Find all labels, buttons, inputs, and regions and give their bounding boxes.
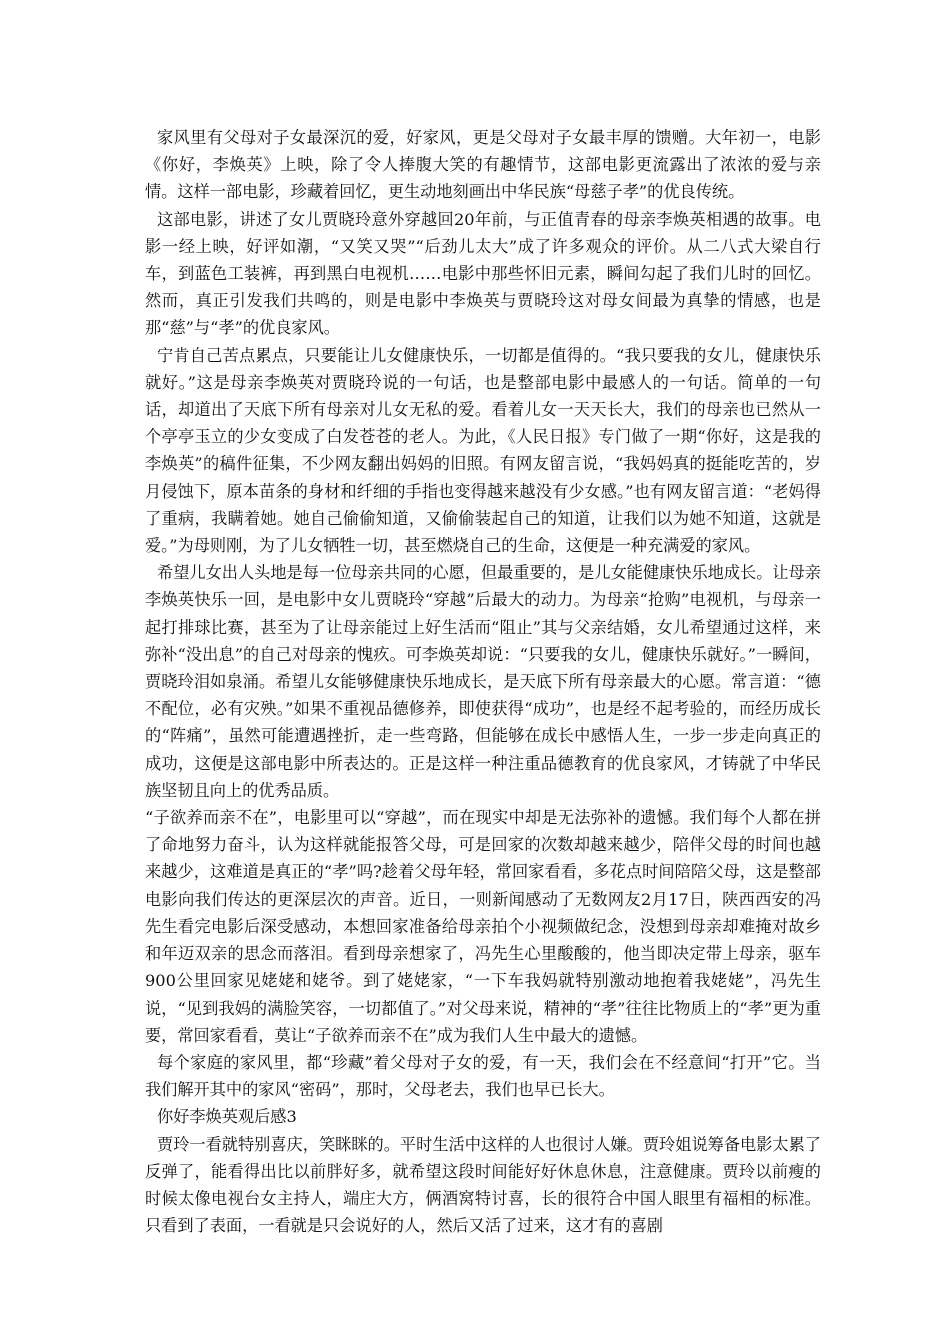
paragraph-3: 宁肯自己苦点累点，只要能让儿女健康快乐，一切都是值得的。“我只要我的女儿，健康快乐就好。”这是母亲李焕英对贾晓玲说的一句话，也是整部电影中最感人的一句话。简单的一句话，却道出了天底下所有母亲对儿女无私的爱。看着儿女一天天长大，我们的母亲也已然从一个亭亭玉立的少女变成了白发苍苍的老人。为此，《人民日报》专门做了一期“你好，这是我的李焕英”的稿件征集，不少网友翻出妈妈的旧照。有网友留言说，“我妈妈真的挺能吃苦的，岁月侵蚀下，原本苗条的身材和纤细的手指也变得越来越没有少女感。”也有网友留言道：“老妈得了重病，我瞒着她。她自己偷偷知道，又偷偷装起自己的知道，让我们以为她不知道，这就是爱。”为母则刚，为了儿女牺牲一切，甚至燃烧自己的生命，这便是一种充满爱的家风。: [145, 345, 821, 556]
paragraph-1: 家风里有父母对子女最深沉的爱，好家风，更是父母对子女最丰厚的馈赠。大年初一，电影《你好，李焕英》上映，除了令人捧腹大笑的有趣情节，这部电影更流露出了浓浓的爱与亲情。这样一部电影，珍藏着回忆，更生动地刻画出中华民族“母慈子孝”的优良传统。: [145, 128, 821, 202]
paragraph-7: 贾玲一看就特别喜庆，笑眯眯的。平时生活中这样的人也很讨人嫌。贾玲姐说筹备电影太累了反弹了，能看得出比以前胖好多，就希望这段时间能好好休息休息，注意健康。贾玲以前瘦的时候太像电视台女主持人，端庄大方，俩酒窝特讨喜，长的很符合中国人眼里有福相的标准。只看到了表面，一看就是只会说好的人，然后又活了过来，这才有的喜剧: [145, 1134, 821, 1236]
section-heading: 你好李焕英观后感3: [157, 1107, 297, 1127]
paragraph-6: 每个家庭的家风里，都“珍藏”着父母对子女的爱，有一天，我们会在不经意间“打开”它。当我们解开其中的家风“密码”，那时，父母老去，我们也早已长大。: [145, 1052, 821, 1100]
paragraph-2: 这部电影，讲述了女儿贾晓玲意外穿越回20年前，与正值青春的母亲李焕英相遇的故事。电影一经上映，好评如潮，“又笑又哭”“后劲儿太大”成了许多观众的评价。从二八式大梁自行车，到蓝色工装裤，再到黑白电视机……电影中那些怀旧元素，瞬间勾起了我们儿时的回忆。然而，真正引发我们共鸣的，则是电影中李焕英与贾晓玲这对母女间最为真挚的情感，也是那“慈”与“孝”的优良家风。: [145, 209, 821, 338]
document-body: [145, 124, 821, 1239]
paragraph-4: 希望儿女出人头地是每一位母亲共同的心愿，但最重要的，是儿女能健康快乐地成长。让母亲李焕英快乐一回，是电影中女儿贾晓玲“穿越”后最大的动力。为母亲“抢购”电视机，与母亲一起打排球比赛，甚至为了让母亲能过上好生活而“阻止”其与父亲结婚，女儿希望通过这样，来弥补“没出息”的自己对母亲的愧疚。可李焕英却说：“只要我的女儿，健康快乐就好。”一瞬间，贾晓玲泪如泉涌。希望儿女能够健康快乐地成长，是天底下所有母亲最大的心愿。常言道：“德不配位，必有灾殃。”如果不重视品德修养，即使获得“成功”，也是经不起考验的，而经历成长的“阵痛”，虽然可能遭遇挫折，走一些弯路，但能够在成长中感悟人生，一步一步走向真正的成功，这便是这部电影中所表达的。正是这样一种注重品德教育的优良家风，才铸就了中华民族坚韧且向上的优秀品质。: [145, 563, 821, 800]
paragraph-5: “子欲养而亲不在”，电影里可以“穿越”，而在现实中却是无法弥补的遗憾。我们每个人都在拼了命地努力奋斗，认为这样就能报答父母，可是回家的次数却越来越少，陪伴父母的时间也越来越少，这难道是真正的“孝”吗?趁着父母年轻，常回家看看，多花点时间陪陪父母，这是整部电影向我们传达的更深层次的声音。近日，一则新闻感动了无数网友2月17日，陕西西安的冯先生看完电影后深受感动，本想回家准备给母亲拍个小视频做纪念，没想到母亲却难掩对故乡和年迈双亲的思念而落泪。看到母亲想家了，冯先生心里酸酸的，他当即决定带上母亲，驱车900公里回家见姥姥和姥爷。到了姥姥家，“一下车我妈就特别激动地抱着我姥姥”，冯先生说，“见到我妈的满脸笑容，一切都值了。”对父母来说，精神的“孝”往往比物质上的“孝”更为重要，常回家看看，莫让“子欲养而亲不在”成为我们人生中最大的遗憾。: [145, 808, 821, 1045]
